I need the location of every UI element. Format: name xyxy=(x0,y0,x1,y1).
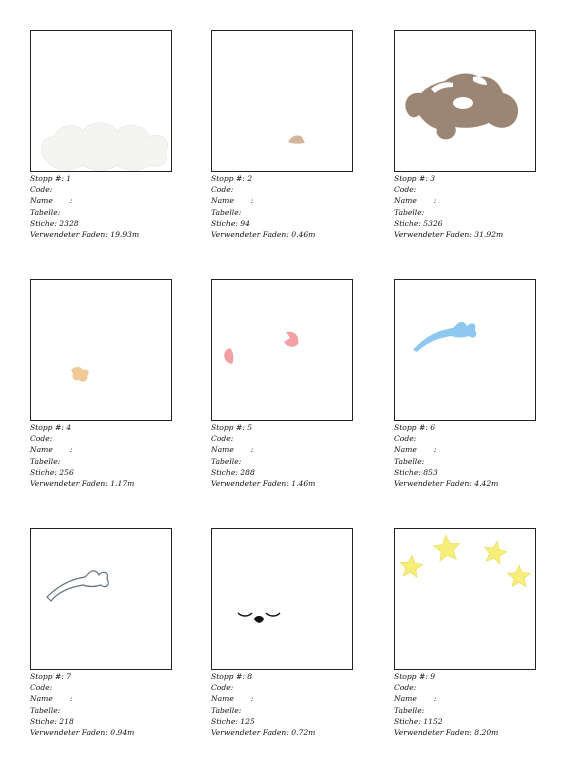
stop-preview xyxy=(394,279,536,421)
info-row xyxy=(30,716,172,727)
stop-info xyxy=(394,671,536,738)
faden-label: Verwendeter Faden: xyxy=(394,479,472,489)
info-row xyxy=(30,433,172,444)
stop-card xyxy=(211,528,353,738)
stop-label: Stopp #: xyxy=(394,423,428,432)
info-row xyxy=(211,229,353,240)
info-row xyxy=(211,207,353,218)
stiche-value: 2328 xyxy=(56,218,79,228)
info-row xyxy=(394,456,536,467)
faden-value: 1.46m xyxy=(288,479,316,489)
stop-number: 4 xyxy=(63,423,72,432)
name-separator: : xyxy=(233,694,254,704)
info-row xyxy=(394,195,536,206)
stop-label: Stopp #: xyxy=(394,174,428,183)
info-row xyxy=(211,705,353,716)
stop-preview xyxy=(211,30,353,172)
stiche-label: Stiche: xyxy=(394,218,421,228)
stop-card xyxy=(30,30,172,240)
stop-preview xyxy=(211,279,353,421)
stop-label: Stopp #: xyxy=(394,672,428,681)
info-row xyxy=(30,218,172,229)
cloud-motif xyxy=(31,31,171,171)
stop-number: 9 xyxy=(427,672,436,681)
small-blob-motif xyxy=(31,280,171,420)
faden-label: Verwendeter Faden: xyxy=(30,230,108,240)
info-row xyxy=(30,422,172,433)
info-row xyxy=(394,184,536,195)
name-label: Name xyxy=(30,694,53,704)
stop-preview xyxy=(394,528,536,670)
info-row xyxy=(30,195,172,206)
name-label: Name xyxy=(30,196,53,206)
tabelle-label: Tabelle: xyxy=(394,207,425,217)
info-row xyxy=(394,218,536,229)
faden-value: 0.72m xyxy=(288,728,316,738)
stop-info xyxy=(30,671,172,738)
stop-info xyxy=(211,671,353,738)
faden-label: Verwendeter Faden: xyxy=(211,479,289,489)
faden-value: 19.93m xyxy=(107,230,140,240)
name-separator: : xyxy=(52,445,73,455)
info-row xyxy=(394,467,536,478)
name-separator: : xyxy=(416,445,437,455)
stop-info xyxy=(30,173,172,240)
info-row xyxy=(394,433,536,444)
stop-preview xyxy=(211,528,353,670)
code-label: Code: xyxy=(394,185,417,195)
info-row xyxy=(394,207,536,218)
stiche-value: 256 xyxy=(56,467,74,477)
stiche-label: Stiche: xyxy=(30,467,57,477)
name-label: Name xyxy=(30,445,53,455)
stop-card xyxy=(394,30,536,240)
stiche-label: Stiche: xyxy=(30,218,57,228)
stars-motif xyxy=(395,529,535,669)
faden-value: 1.17m xyxy=(107,479,135,489)
name-separator: : xyxy=(52,196,73,206)
name-separator: : xyxy=(416,694,437,704)
info-row xyxy=(30,229,172,240)
stop-preview xyxy=(394,30,536,172)
stiche-label: Stiche: xyxy=(30,716,57,726)
code-label: Code: xyxy=(394,434,417,444)
info-row xyxy=(30,173,172,184)
info-row xyxy=(30,478,172,489)
stiche-value: 853 xyxy=(420,467,438,477)
info-row xyxy=(30,444,172,455)
info-row xyxy=(211,456,353,467)
info-row xyxy=(211,682,353,693)
info-row xyxy=(211,173,353,184)
faden-label: Verwendeter Faden: xyxy=(211,230,289,240)
info-row xyxy=(394,422,536,433)
name-label: Name xyxy=(394,196,417,206)
stop-number: 7 xyxy=(63,672,72,681)
info-row xyxy=(211,716,353,727)
stop-card xyxy=(30,279,172,489)
name-label: Name xyxy=(394,445,417,455)
stop-number: 1 xyxy=(63,174,72,183)
stiche-label: Stiche: xyxy=(211,716,238,726)
name-label: Name xyxy=(211,445,234,455)
info-row xyxy=(30,207,172,218)
info-row xyxy=(211,184,353,195)
stop-preview xyxy=(30,279,172,421)
stiche-value: 125 xyxy=(237,716,255,726)
stop-card xyxy=(211,279,353,489)
code-label: Code: xyxy=(30,185,53,195)
code-label: Code: xyxy=(211,683,234,693)
info-row xyxy=(394,716,536,727)
name-separator: : xyxy=(52,694,73,704)
faden-label: Verwendeter Faden: xyxy=(30,728,108,738)
info-row xyxy=(211,218,353,229)
faden-label: Verwendeter Faden: xyxy=(394,230,472,240)
info-row xyxy=(394,682,536,693)
name-separator: : xyxy=(416,196,437,206)
info-row xyxy=(211,693,353,704)
info-row xyxy=(211,195,353,206)
name-label: Name xyxy=(211,694,234,704)
info-row xyxy=(30,467,172,478)
code-label: Code: xyxy=(30,683,53,693)
stiche-label: Stiche: xyxy=(211,467,238,477)
name-label: Name xyxy=(211,196,234,206)
info-row xyxy=(394,173,536,184)
info-row xyxy=(394,671,536,682)
code-label: Code: xyxy=(211,434,234,444)
info-row xyxy=(211,478,353,489)
bear-head-motif xyxy=(395,31,535,171)
info-row xyxy=(394,705,536,716)
info-row xyxy=(211,433,353,444)
stiche-value: 5326 xyxy=(420,218,443,228)
tabelle-label: Tabelle: xyxy=(211,456,242,466)
name-separator: : xyxy=(233,196,254,206)
info-row xyxy=(211,671,353,682)
stop-label: Stopp #: xyxy=(211,672,245,681)
info-row xyxy=(30,671,172,682)
stop-number: 2 xyxy=(244,174,253,183)
tabelle-label: Tabelle: xyxy=(211,207,242,217)
tabelle-label: Tabelle: xyxy=(30,456,61,466)
stop-info xyxy=(30,422,172,489)
stiche-value: 218 xyxy=(56,716,74,726)
info-row xyxy=(394,478,536,489)
code-label: Code: xyxy=(211,185,234,195)
info-row xyxy=(211,422,353,433)
stiche-value: 94 xyxy=(237,218,250,228)
stiche-value: 288 xyxy=(237,467,255,477)
tabelle-label: Tabelle: xyxy=(211,705,242,715)
info-row xyxy=(30,727,172,738)
stop-label: Stopp #: xyxy=(30,423,64,432)
tabelle-label: Tabelle: xyxy=(30,705,61,715)
tabelle-label: Tabelle: xyxy=(394,456,425,466)
name-label: Name xyxy=(394,694,417,704)
stop-card xyxy=(30,528,172,738)
stop-label: Stopp #: xyxy=(211,174,245,183)
faden-value: 0.46m xyxy=(288,230,316,240)
sleeping-face-motif xyxy=(212,529,352,669)
blue-bow-motif xyxy=(395,280,535,420)
faden-value: 4.42m xyxy=(471,479,499,489)
stop-card xyxy=(394,528,536,738)
info-row xyxy=(30,693,172,704)
stop-info xyxy=(394,173,536,240)
faden-value: 0.94m xyxy=(107,728,135,738)
faden-value: 8.20m xyxy=(471,728,499,738)
code-label: Code: xyxy=(30,434,53,444)
cheeks-motif xyxy=(212,280,352,420)
info-row xyxy=(394,444,536,455)
stop-preview xyxy=(30,30,172,172)
code-label: Code: xyxy=(394,683,417,693)
name-separator: : xyxy=(233,445,254,455)
stiche-value: 1152 xyxy=(420,716,443,726)
info-row xyxy=(30,456,172,467)
stop-info xyxy=(211,422,353,489)
info-row xyxy=(30,682,172,693)
stiche-label: Stiche: xyxy=(394,467,421,477)
small-patch-motif xyxy=(212,31,352,171)
stop-info xyxy=(394,422,536,489)
stop-number: 3 xyxy=(427,174,436,183)
faden-value: 31.92m xyxy=(471,230,504,240)
stop-info xyxy=(211,173,353,240)
tabelle-label: Tabelle: xyxy=(394,705,425,715)
faden-label: Verwendeter Faden: xyxy=(211,728,289,738)
stop-card xyxy=(394,279,536,489)
info-row xyxy=(211,467,353,478)
faden-label: Verwendeter Faden: xyxy=(30,479,108,489)
stop-preview xyxy=(30,528,172,670)
bow-outline-motif xyxy=(31,529,171,669)
info-row xyxy=(394,693,536,704)
stiche-label: Stiche: xyxy=(211,218,238,228)
stop-label: Stopp #: xyxy=(30,174,64,183)
stop-number: 5 xyxy=(244,423,253,432)
faden-label: Verwendeter Faden: xyxy=(394,728,472,738)
tabelle-label: Tabelle: xyxy=(30,207,61,217)
stop-label: Stopp #: xyxy=(30,672,64,681)
info-row xyxy=(394,727,536,738)
info-row xyxy=(394,229,536,240)
info-row xyxy=(30,705,172,716)
info-row xyxy=(211,444,353,455)
info-row xyxy=(30,184,172,195)
stop-card xyxy=(211,30,353,240)
stop-label: Stopp #: xyxy=(211,423,245,432)
stop-number: 6 xyxy=(427,423,436,432)
stiche-label: Stiche: xyxy=(394,716,421,726)
info-row xyxy=(211,727,353,738)
stop-number: 8 xyxy=(244,672,253,681)
